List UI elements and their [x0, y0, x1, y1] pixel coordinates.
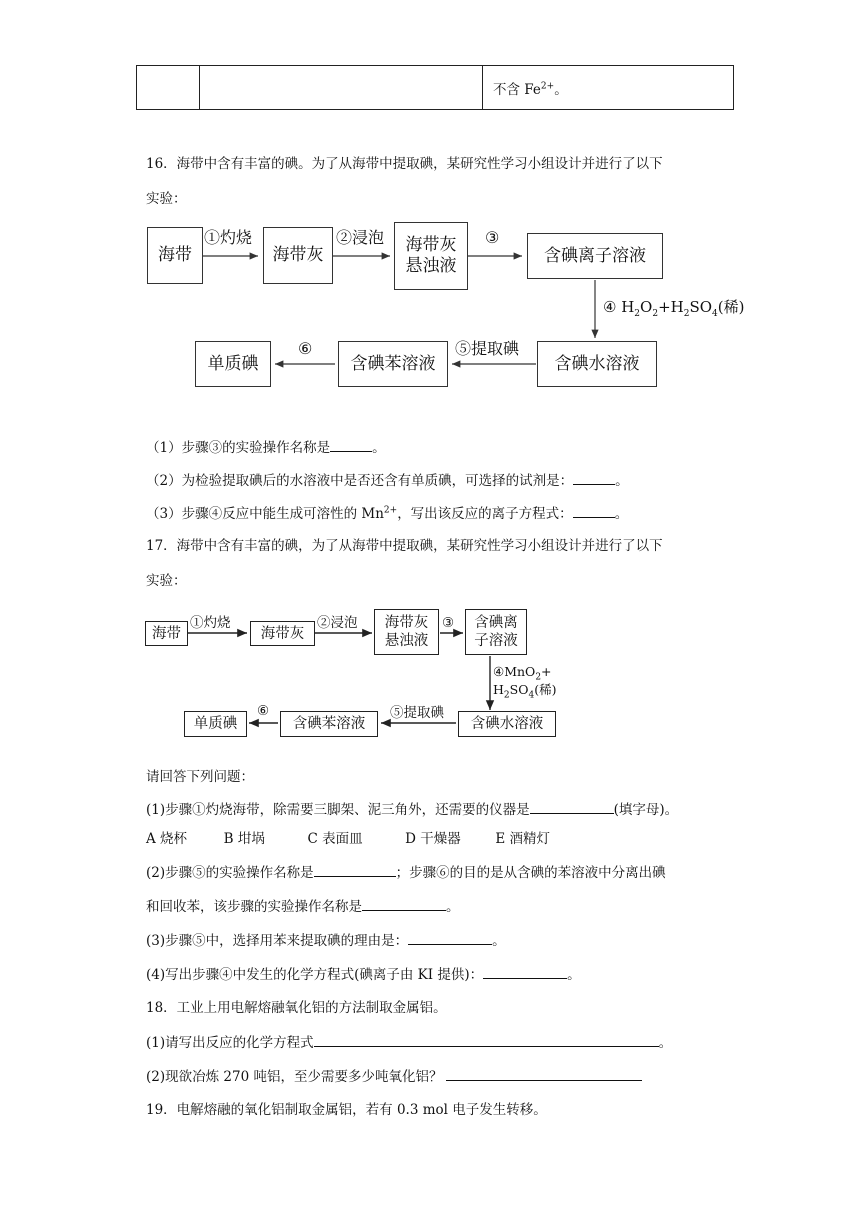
flow-label-step2: ②浸泡	[317, 615, 358, 631]
flow-label-step5: ⑤提取碘	[455, 339, 520, 358]
answer-blank[interactable]	[408, 930, 492, 945]
q18-title: 18．工业上用电解熔融氧化铝的方法制取金属铝。	[146, 1000, 447, 1016]
q17-options	[146, 829, 550, 849]
flow-box-danzhi: 单质碘	[195, 341, 271, 387]
flow-box-haidaihui: 海带灰	[263, 227, 333, 284]
option-a: A 烧杯	[146, 831, 188, 847]
option-e: E 酒精灯	[495, 831, 551, 847]
flow-label-step4-line1: ④MnO$_2$+	[493, 664, 552, 683]
q16-question-3: （3）步骤④反应中能生成可溶性的 $Mn^{2+}$，写出该反应的离子方程式： 。	[146, 503, 628, 524]
answer-blank[interactable]	[314, 1032, 659, 1047]
q17-intro-line2: 实验：	[146, 573, 187, 589]
answer-blank[interactable]	[483, 964, 567, 979]
flow-box-lizi: 含碘离 子溶液	[465, 609, 527, 655]
flow-label-step4: ④ $H_2O_2+H_2SO_4$(稀)	[603, 298, 745, 319]
q17-part-1: (1)步骤①灼烧海带，除需要三脚架、泥三角外，还需要的仪器是 (填字母)。	[146, 799, 678, 820]
flow-box-shui: 含碘水溶液	[537, 341, 657, 387]
flow-box-xuanzhuo: 海带灰 悬浊液	[394, 222, 468, 290]
flow-label-step4-line2: $H_2SO_4$(稀)	[493, 682, 557, 701]
answer-blank[interactable]	[362, 896, 446, 911]
q16-question-2: （2）为检验提取碘后的水溶液中是否还含有单质碘，可选择的试剂是： 。	[146, 470, 629, 491]
q18-part-1: (1)请写出反应的化学方程式 。	[146, 1032, 672, 1053]
flow-box-xuanzhuo: 海带灰 悬浊液	[374, 609, 439, 655]
q16-intro-line2: 实验：	[146, 191, 187, 207]
flow-label-step1: ①灼烧	[190, 615, 231, 631]
flow-label-step3: ③	[442, 615, 455, 631]
q17-part-2: (2)步骤⑤的实验操作名称是 ；步骤⑥的目的是从含碘的苯溶液中分离出碘	[146, 862, 666, 883]
option-d: D 干燥器	[405, 831, 461, 847]
q19-title: 19．电解熔融的氧化铝制取金属铝，若有 0.3 mol 电子发生转移。	[146, 1102, 547, 1118]
flow-label-step6: ⑥	[257, 703, 270, 719]
flow-box-shui: 含碘水溶液	[458, 711, 556, 737]
q17-part-3: (3)步骤⑤中，选择用苯来提取碘的理由是： 。	[146, 930, 506, 951]
flow-label-step6: ⑥	[298, 339, 313, 358]
flow-box-ben: 含碘苯溶液	[338, 341, 448, 387]
q18-part-2: (2)现欲冶炼 270 吨铝，至少需要多少吨氧化铝？	[146, 1066, 642, 1087]
flow-box-haidai: 海带	[145, 621, 188, 646]
q17-part-2-line2: 和回收苯，该步骤的实验操作名称是 。	[146, 896, 460, 917]
flow-box-haidaihui: 海带灰	[250, 621, 315, 646]
answer-blank[interactable]	[446, 1066, 642, 1081]
flow-label-step3: ③	[485, 228, 500, 247]
table-cell: 不含 $Fe^{2+}$。	[483, 66, 734, 110]
flow-label-step5: ⑤提取碘	[390, 705, 444, 721]
option-c: C 表面皿	[307, 831, 363, 847]
q17-intro-line1: 17．海带中含有丰富的碘，为了从海带中提取碘，某研究性学习小组设计并进行了以下	[146, 538, 663, 554]
answer-blank[interactable]	[314, 862, 396, 877]
q16-question-1: （1）步骤③的实验操作名称是 。	[146, 437, 386, 458]
flow-label-step2: ②浸泡	[336, 228, 385, 247]
flow-box-ben: 含碘苯溶液	[280, 711, 378, 737]
flow-box-danzhi: 单质碘	[184, 711, 247, 737]
q17-ask: 请回答下列问题：	[146, 769, 254, 785]
answer-blank[interactable]	[530, 799, 614, 814]
q16-intro-line1: 16．海带中含有丰富的碘。为了从海带中提取碘，某研究性学习小组设计并进行了以下	[146, 156, 663, 172]
flow-label-step1: ①灼烧	[204, 228, 253, 247]
flow-box-haidai: 海带	[147, 227, 203, 284]
option-b: B 坩埚	[223, 831, 265, 847]
flow-box-lizi: 含碘离子溶液	[527, 233, 663, 279]
q17-part-4: (4)写出步骤④中发生的化学方程式(碘离子由 KI 提供)： 。	[146, 964, 581, 985]
